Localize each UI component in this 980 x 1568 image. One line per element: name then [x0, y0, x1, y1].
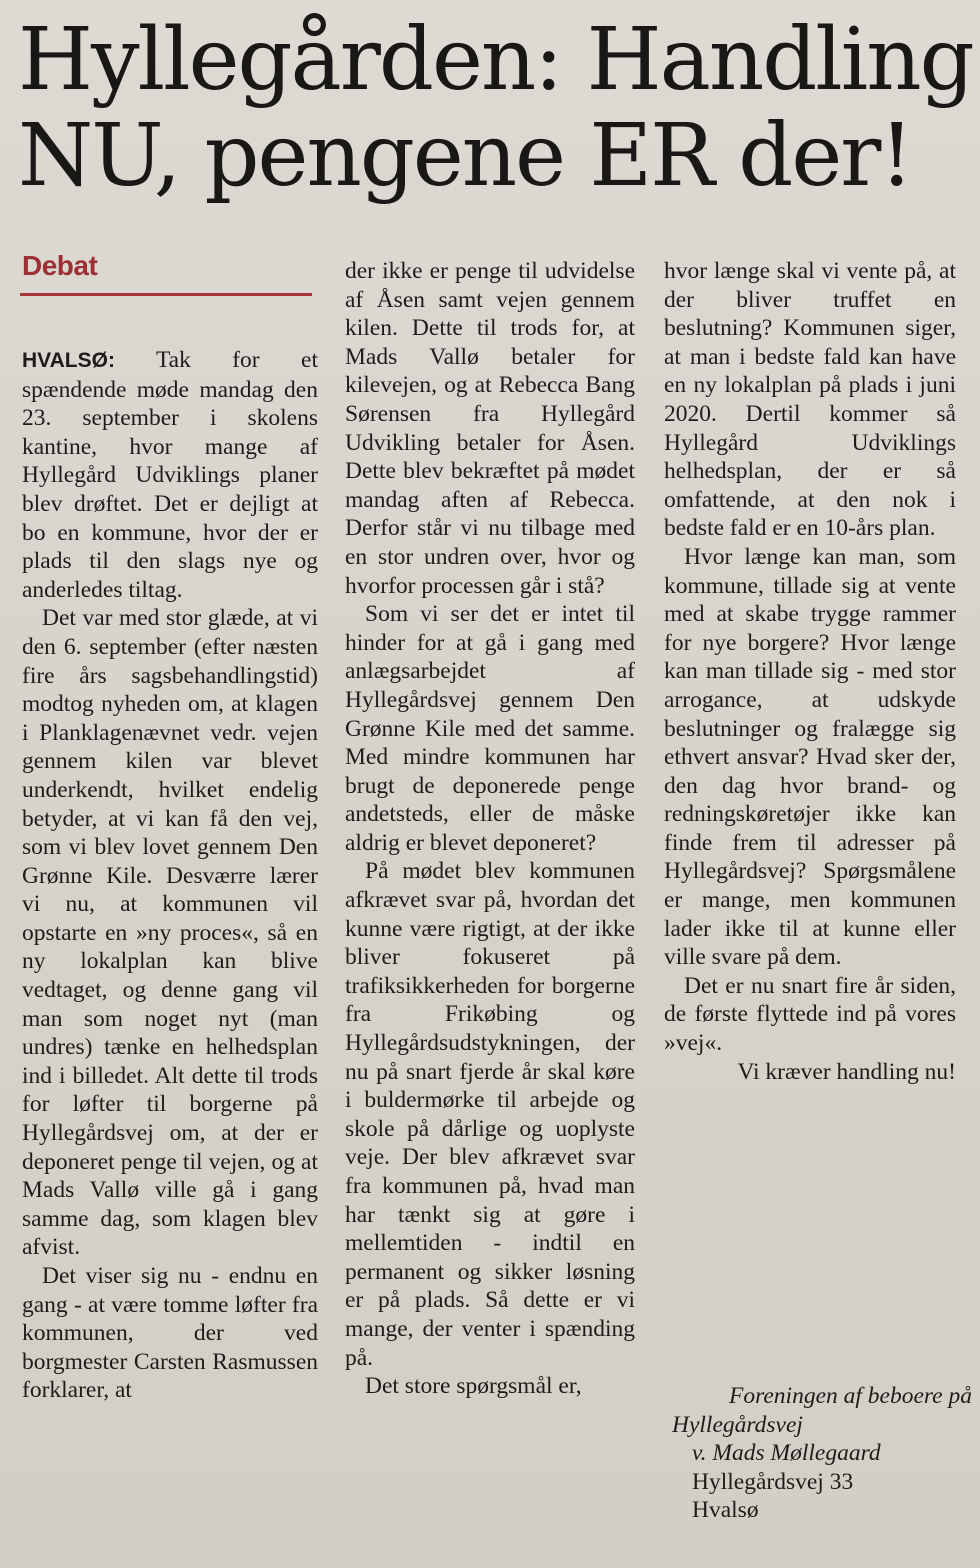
section-rule — [20, 293, 312, 296]
signature-organization: Foreningen af beboere på — [729, 1383, 972, 1409]
paragraph: Det viser sig nu - endnu en gang - at være tomme løfter fra kommunen, der ved borgmester Carsten Rasmussen forklarer, at — [22, 1263, 318, 1404]
article-column-1 — [22, 346, 318, 1405]
signature-organization-line-2: Hyllegårdsvej — [672, 1411, 803, 1438]
paragraph: der ikke er penge til udvidelse af Åsen samt vejen gennem kilen. Dette til trods for, at Mads Vallø betaler for kilevejen, og at Rebecca Bang Sørensen fra Hyllegård Udvikling betaler for Åsen. Dette blev bekræftet på mødet mandag aften af Rebecca. Derfor står vi nu tilbage med en stor undren over, hvor og hvorfor processen går i stå? — [345, 258, 635, 599]
paragraph: Det store spørgsmål er, — [365, 1373, 582, 1400]
headline-line-1: Hyllegården: Handling — [18, 10, 973, 110]
dateline: HVALSØ: — [22, 349, 115, 372]
paragraph: Det er nu snart fire år siden, de første flyttede ind på vores »vej«. — [664, 972, 956, 1057]
paragraph: Det var med stor glæde, at vi den 6. september (efter næsten fire års sagsbehandlingstid) modtog nyheden om, at klagen i Planklagenævnet vedr. vejen gennem kilen var blevet underkendt, hvilket endelig betyder, at vi kan få den vej, som vi blev lovet gennem Den Grønne Kile. Desværre lærer vi nu, at kommunen vil opstarte en »ny proces«, så en ny lokalplan kan blive vedtaget, og denne gang vil man som noget nyt (man undres) tænke en helhedsplan ind i billedet. Alt dette til trods for løfter til borgerne på Hyllegårdsvej om, at der er deponeret penge til vejen, og at Mads Vallø ville gå i gang samme dag, som klagen blev afvist. — [22, 605, 318, 1261]
paragraph: hvor længe skal vi vente på, at der bliver truffet en beslutning? Kommunen siger, at man i bedste fald kan have en ny lokalplan på plads i juni 2020. Dertil kommer så Hyllegård Udviklings helhedsplan, der er så omfattende, at den nok i bedste fald er en 10-års plan. — [664, 258, 956, 542]
section-label: Debat — [22, 250, 98, 281]
paragraph: Hvor længe kan man, som kommune, tillade sig at vente med at skabe trygge rammer for nye borgere? Hvor længe kan man tillade sig - med stor arrogance, at udskyde beslutninger og fralægge sig ethvert ansvar? Hvad sker der, den dag hvor brand- og redningskøretøjer ikke kan finde frem til adresser på Hyllegårdsvej? Spørgsmålene er mange, men kommunen lader ikke til at kunne eller ville svare på dem. — [664, 543, 956, 971]
paragraph: Som vi ser det er intet til hinder for at gå i gang med anlægsarbejdet af Hyllegårdsvej gennem Den Grønne Kile med det samme. Med mindre kommunen har brugt de deponerede penge andetsteds, eller de måske aldrig er blevet deponeret? — [345, 601, 635, 856]
paragraph — [22, 346, 318, 604]
article-column-3 — [664, 257, 956, 1086]
signature-address: Hyllegårdsvej 33 — [692, 1468, 854, 1495]
signature-town: Hvalsø — [692, 1497, 759, 1524]
paragraph-text: Tak for et spændende møde mandag den 23. september i skolens kantine, hvor mange af Hyllegård Udviklings planer blev drøftet. Det er dejligt at bo en kommune, hvor der er plads til den slags nye og anderledes tiltag. — [22, 347, 318, 603]
article-column-2 — [345, 257, 635, 1401]
signature-block — [672, 1382, 972, 1525]
headline-line-2: NU, pengene ER der! — [18, 106, 912, 206]
closing-line: Vi kræver handling nu! — [737, 1058, 956, 1085]
signature-author: v. Mads Møllegaard — [692, 1440, 881, 1467]
headline — [18, 10, 973, 206]
paragraph: På mødet blev kommunen afkrævet svar på, hvordan det kunne være rigtigt, at der ikke bliver fokuseret på trafiksikkerheden for borgerne fra Frikøbing og Hyllegårdsudstykningen, der nu på snart fjerde år skal køre i buldermørke til arbejde og skole på dårlige og uoplyste veje. Der blev afkrævet svar fra kommunen på, hvad man har tænkt sig at gøre i mellemtiden - indtil en permanent og sikker løsning er på plads. Så dette er vi mange, der venter i spænding på. — [345, 858, 635, 1371]
